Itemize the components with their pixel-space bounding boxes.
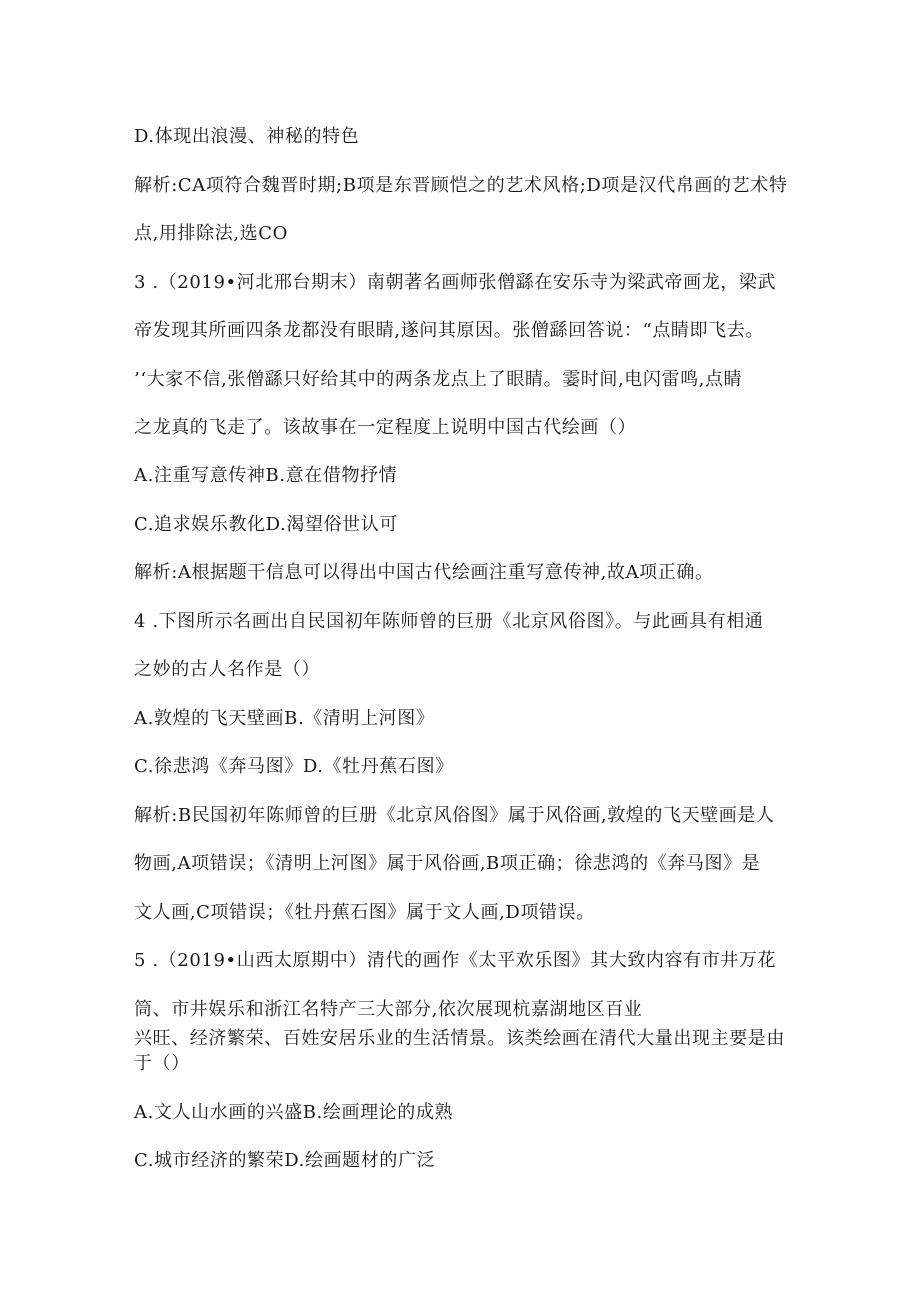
question-5-line-3: 兴旺、经济繁荣、百姓安居乐业的生活情景。该类绘画在清代大量出现主要是由 [134, 1028, 785, 1049]
options-ab-q4: A.敦煌的飞天壁画B.《清明上河图》 [134, 708, 435, 729]
options-cd-q5: C.城市经济的繁荣D.绘画题材的广泛 [134, 1150, 436, 1171]
options-ab-q3: A.注重写意传神B.意在借物抒情 [134, 465, 398, 486]
question-5-line-4: 于（） [134, 1053, 190, 1074]
question-3-line-3: ’‘大家不信,张僧繇只好给其中的两条龙点上了眼睛。霎时间,电闪雷鸣,点睛 [134, 369, 743, 390]
explanation-q2-line-2: 点,用排除法,选CO [134, 223, 288, 244]
explanation-q2-line-1: 解析:CA项符合魏晋时期;B项是东晋顾恺之的艺术风格;D项是汉代帛画的艺术特 [134, 175, 788, 196]
options-cd-q3: C.追求娱乐教化D.渴望俗世认可 [134, 514, 398, 535]
options-ab-q5: A.文人山水画的兴盛B.绘画理论的成熟 [134, 1102, 454, 1123]
question-3-line-2: 帝发现其所画四条龙都没有眼睛,遂问其原因。张僧繇回答说：“点睛即飞去。 [134, 320, 764, 341]
options-cd-q4: C.徐悲鸿《奔马图》D.《牡丹蕉石图》 [134, 756, 454, 777]
question-5-line-1: 5 .（2019•山西太原期中）清代的画作《太平欢乐图》其大致内容有市井万花 [134, 950, 777, 971]
explanation-q4-line-2: 物画,A项错误；《清明上河图》属于风俗画,B项正确；徐悲鸿的《奔马图》是 [134, 853, 761, 874]
explanation-q3: 解析:A根据题干信息可以得出中国古代绘画注重写意传神,故A项正确。 [134, 562, 714, 583]
option-d-q2: D.体现出浪漫、神秘的特色 [134, 126, 360, 147]
question-3-line-1: 3 .（2019•河北邢台期末）南朝著名画师张僧繇在安乐寺为梁武帝画龙，梁武 [134, 272, 777, 293]
question-5-line-2: 筒、市井娱乐和浙江名特产三大部分,依次展现杭嘉湖地区百业 [134, 999, 643, 1020]
question-3-line-4: 之龙真的飞走了。该故事在一定程度上说明中国古代绘画（） [134, 417, 637, 438]
explanation-q4-line-1: 解析:B民国初年陈师曾的巨册《北京风俗图》属于风俗画,敦煌的飞天壁画是人 [134, 805, 775, 826]
question-4-line-2: 之妙的古人名作是（） [134, 659, 320, 680]
explanation-q4-line-3: 文人画,C项错误；《牡丹蕉石图》属于文人画,D项错误。 [134, 902, 595, 923]
question-4-line-1: 4 .下图所示名画出自民国初年陈师曾的巨册《北京风俗图》。与此画具有相通 [134, 611, 764, 632]
